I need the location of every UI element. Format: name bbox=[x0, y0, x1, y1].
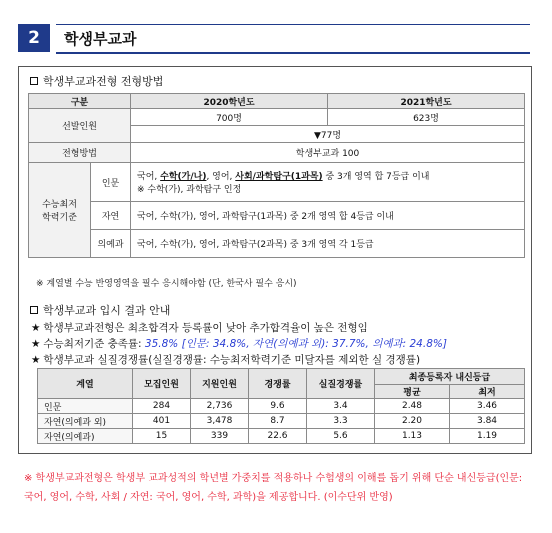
table-row: 자연(의예과) 15 339 22.6 5.6 1.13 1.19 bbox=[38, 429, 525, 444]
header-rule-top bbox=[56, 24, 530, 25]
square-bullet-icon bbox=[30, 306, 38, 314]
recruit-diff: ▼77명 bbox=[131, 126, 525, 143]
humanities-criteria: 국어, 수학(가/나), 영어, 사회/과학탐구(1과목) 중 3개 영역 합 7등급 이내 ※ 수학(가), 과학탐구 인정 bbox=[131, 163, 525, 202]
humanities-note: ※ 수학(가), 과학탐구 인정 bbox=[137, 185, 242, 195]
medicine-criteria: 국어, 수학(가), 영어, 과학탐구(2과목) 중 3개 영역 각 1등급 bbox=[131, 230, 525, 258]
star-bullet-icon: ★ bbox=[31, 338, 41, 350]
section-title: 학생부교과 bbox=[64, 30, 137, 48]
bullet-line-3: ★ 학생부교과 실질경쟁률(실질경쟁률: 수능최저학력기준 미달자를 제외한 실 경쟁률) bbox=[31, 354, 421, 366]
col-head-2021: 2021학년도 bbox=[328, 94, 525, 109]
subsection-title-method: 학생부교과전형 전형방법 bbox=[30, 73, 163, 89]
col-head-real-ratio: 실질경쟁률 bbox=[307, 369, 375, 399]
subsection-title-results: 학생부교과 입시 결과 안내 bbox=[30, 302, 170, 318]
col-head-2020: 2020학년도 bbox=[131, 94, 328, 109]
col-head-avg: 평균 bbox=[375, 385, 450, 399]
header-rule-bottom bbox=[56, 52, 530, 54]
results-table bbox=[37, 368, 525, 444]
method-table bbox=[28, 93, 525, 258]
col-head-ratio: 경쟁률 bbox=[249, 369, 307, 399]
col-head-applicants: 지원인원 bbox=[191, 369, 249, 399]
col-head-field: 계열 bbox=[38, 369, 133, 399]
section-number-badge: 2 bbox=[18, 24, 50, 52]
col-head-final-grade: 최종등록자 내신등급 bbox=[375, 369, 525, 385]
col-head-worst: 최저 bbox=[450, 385, 525, 399]
table-row: 인문 284 2,736 9.6 3.4 2.48 3.46 bbox=[38, 399, 525, 414]
medicine-label: 의예과 bbox=[91, 230, 131, 258]
col-head-quota: 모집인원 bbox=[133, 369, 191, 399]
science-criteria: 국어, 수학(가), 영어, 과학탐구(1과목) 중 2개 영역 합 4등급 이내 bbox=[131, 202, 525, 230]
table-row: 자연(의예과 외) 401 3,478 8.7 3.3 2.20 3.84 bbox=[38, 414, 525, 429]
star-bullet-icon: ★ bbox=[31, 354, 41, 366]
recruit-2020: 700명 bbox=[131, 109, 328, 126]
humanities-label: 인문 bbox=[91, 163, 131, 202]
star-bullet-icon: ★ bbox=[31, 322, 41, 334]
method-label: 전형방법 bbox=[29, 143, 131, 163]
bullet-line-2: ★ 수능최저기준 충족률: 35.8% [인문: 34.8%, 자연(의예과 외): 37.7%, 의예과: 24.8%] bbox=[31, 338, 447, 350]
recruit-2021: 623명 bbox=[328, 109, 525, 126]
section-header bbox=[18, 24, 530, 54]
method-note: ※ 계열별 수능 반영영역을 필수 응시해야함 (단, 한국사 필수 응시) bbox=[36, 279, 297, 289]
col-head-category: 구분 bbox=[29, 94, 131, 109]
square-bullet-icon bbox=[30, 77, 38, 85]
footnote: ※ 학생부교과전형은 학생부 교과성적의 학년별 가중치를 적용하나 수험생의 이해를 돕기 위해 단순 내신등급(인문: 국어, 영어, 수학, 사회 / 자연: 국어, 영어, 수학, 과학)을 제공합니다. (이수단위 반영) bbox=[24, 473, 523, 503]
method-value: 학생부교과 100 bbox=[131, 143, 525, 163]
science-label: 자연 bbox=[91, 202, 131, 230]
csat-label: 수능최저 학력기준 bbox=[29, 163, 91, 258]
bullet-line-1: ★ 학생부교과전형은 최초합격자 등록률이 낮아 추가합격율이 높은 전형임 bbox=[31, 322, 368, 334]
recruit-label: 선발인원 bbox=[29, 109, 131, 143]
